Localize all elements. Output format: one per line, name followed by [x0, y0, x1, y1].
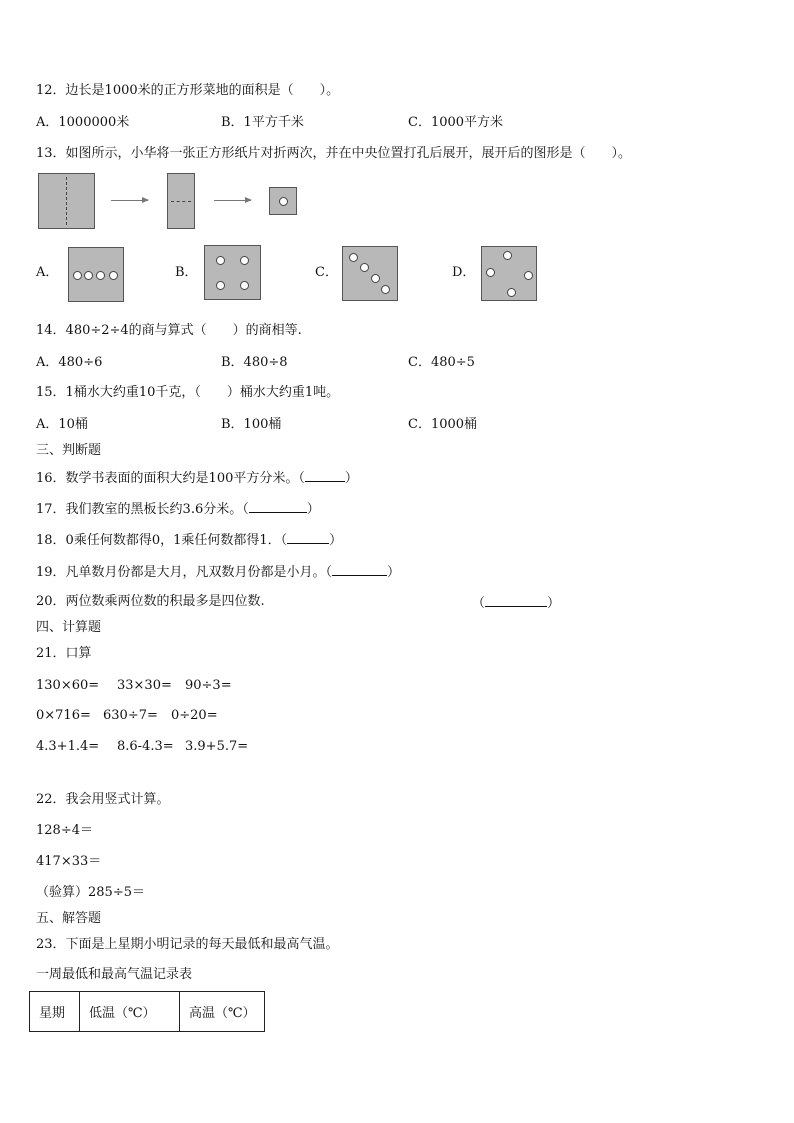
- q15-option-b: B．100桶: [221, 417, 282, 432]
- q12-option-c: C．1000平方米: [408, 115, 504, 130]
- fold-line: [66, 177, 67, 225]
- q13-option-a-label: A．: [36, 265, 59, 280]
- q17-statement: [36, 500, 320, 518]
- q12-option-b: B．1平方千米: [221, 115, 304, 130]
- table-header-row: [30, 992, 265, 1032]
- q19-answer-blank[interactable]: [332, 563, 387, 576]
- table-header-low-temp: 低温（℃）: [80, 992, 180, 1032]
- hole-icon: [503, 251, 512, 260]
- paper-folded-once: [167, 173, 195, 229]
- q13-option-b-figure: [204, 245, 261, 300]
- q21-title: 21．口算: [36, 646, 92, 661]
- q14-option-a: A．480÷6: [36, 355, 103, 370]
- q21-item: 0×716=: [36, 708, 91, 723]
- hole-icon: [73, 271, 82, 280]
- hole-icon: [507, 288, 516, 297]
- q21-item: 90÷3=: [185, 678, 232, 693]
- hole-icon: [349, 253, 358, 262]
- table-header-high-temp: 高温（℃）: [180, 992, 265, 1032]
- temperature-table-title: 一周最低和最高气温记录表: [36, 967, 193, 982]
- hole-icon: [371, 274, 380, 283]
- paper-square-unfolded: [38, 173, 95, 229]
- q21-item: 130×60=: [36, 678, 100, 693]
- q13-option-d-label: D．: [452, 265, 476, 280]
- q21-item: 4.3+1.4=: [36, 739, 100, 754]
- hole-icon: [84, 271, 93, 280]
- q13-option-c-figure: [342, 246, 398, 301]
- q22-item: （验算）285÷5＝: [36, 885, 145, 900]
- temperature-table: [29, 991, 265, 1032]
- q16-text: 16．数学书表面的面积大约是100平方分米。（: [36, 471, 305, 486]
- hole-icon: [486, 268, 495, 277]
- q21-item: 8.6-4.3=: [117, 739, 174, 754]
- q17-close: ）: [306, 502, 320, 517]
- q13-option-d-figure: [481, 246, 537, 301]
- q16-close: ）: [344, 471, 358, 486]
- hole-icon: [240, 256, 249, 265]
- arrow-right-icon: [111, 200, 148, 201]
- q13-option-b-label: B．: [175, 265, 198, 280]
- q19-statement: [36, 563, 400, 581]
- hole-icon: [216, 256, 225, 265]
- q16-answer-blank[interactable]: [305, 469, 345, 482]
- hole-icon: [360, 263, 369, 272]
- q19-text: 19．凡单数月份都是大月，凡双数月份都是小月。（: [36, 565, 333, 580]
- q20-text: 20．两位数乘两位数的积最多是四位数.: [36, 594, 265, 609]
- hole-icon: [381, 285, 390, 294]
- q21-item: 630÷7=: [103, 708, 158, 723]
- q18-text: 18．0乘任何数都得0，1乘任何数都得1．（: [36, 533, 288, 548]
- q20-close: ）: [547, 596, 561, 611]
- q14-option-c: C．480÷5: [408, 355, 475, 370]
- hole-icon: [216, 281, 225, 290]
- q16-statement: [36, 469, 358, 487]
- q17-answer-blank[interactable]: [249, 500, 307, 513]
- q23-stem: 23．下面是上星期小明记录的每天最低和最高气温。: [36, 937, 339, 952]
- section-heading-solutions: 五、解答题: [36, 911, 102, 926]
- q21-item: 3.9+5.7=: [185, 739, 249, 754]
- paper-folded-twice: [269, 187, 297, 215]
- hole-icon: [524, 271, 533, 280]
- hole-icon: [279, 197, 288, 206]
- arrow-right-icon: [214, 200, 251, 201]
- q12-stem: 12．边长是1000米的正方形菜地的面积是（ ）。: [36, 83, 340, 98]
- q13-stem: 13．如图所示，小华将一张正方形纸片对折两次，并在中央位置打孔后展开，展开后的图形是（ ）。: [36, 146, 632, 161]
- q20-answer-blank[interactable]: [485, 594, 547, 607]
- fold-line: [171, 201, 191, 202]
- q21-item: 0÷20=: [171, 708, 218, 723]
- q17-text: 17．我们教室的黑板长约3.6分米。（: [36, 502, 249, 517]
- q19-close: ）: [387, 565, 401, 580]
- q22-title: 22．我会用竖式计算。: [36, 792, 170, 807]
- q13-option-c-label: C．: [315, 265, 338, 280]
- table-header-weekday: 星期: [30, 992, 80, 1032]
- q22-item: 128÷4＝: [36, 823, 93, 838]
- q14-option-b: B．480÷8: [221, 355, 288, 370]
- q20-answer: [472, 594, 560, 612]
- q15-option-c: C．1000桶: [408, 417, 478, 432]
- q14-stem: 14．480÷2÷4的商与算式（ ）的商相等.: [36, 323, 302, 338]
- q18-close: ）: [329, 533, 343, 548]
- q15-stem: 15．1桶水大约重10千克，（ ）桶水大约重1吨。: [36, 385, 340, 400]
- q18-statement: [36, 531, 342, 549]
- q15-option-a: A．10桶: [36, 417, 88, 432]
- hole-icon: [109, 271, 118, 280]
- q21-item: 33×30=: [117, 678, 172, 693]
- q22-item: 417×33＝: [36, 854, 102, 869]
- hole-icon: [240, 281, 249, 290]
- section-heading-judgement: 三、判断题: [36, 443, 102, 458]
- q18-answer-blank[interactable]: [287, 531, 329, 544]
- q13-option-a-figure: [68, 247, 124, 302]
- q12-option-a: A．1000000米: [36, 115, 130, 130]
- hole-icon: [96, 271, 105, 280]
- section-heading-calculation: 四、计算题: [36, 620, 102, 635]
- q20-open: （: [472, 596, 486, 611]
